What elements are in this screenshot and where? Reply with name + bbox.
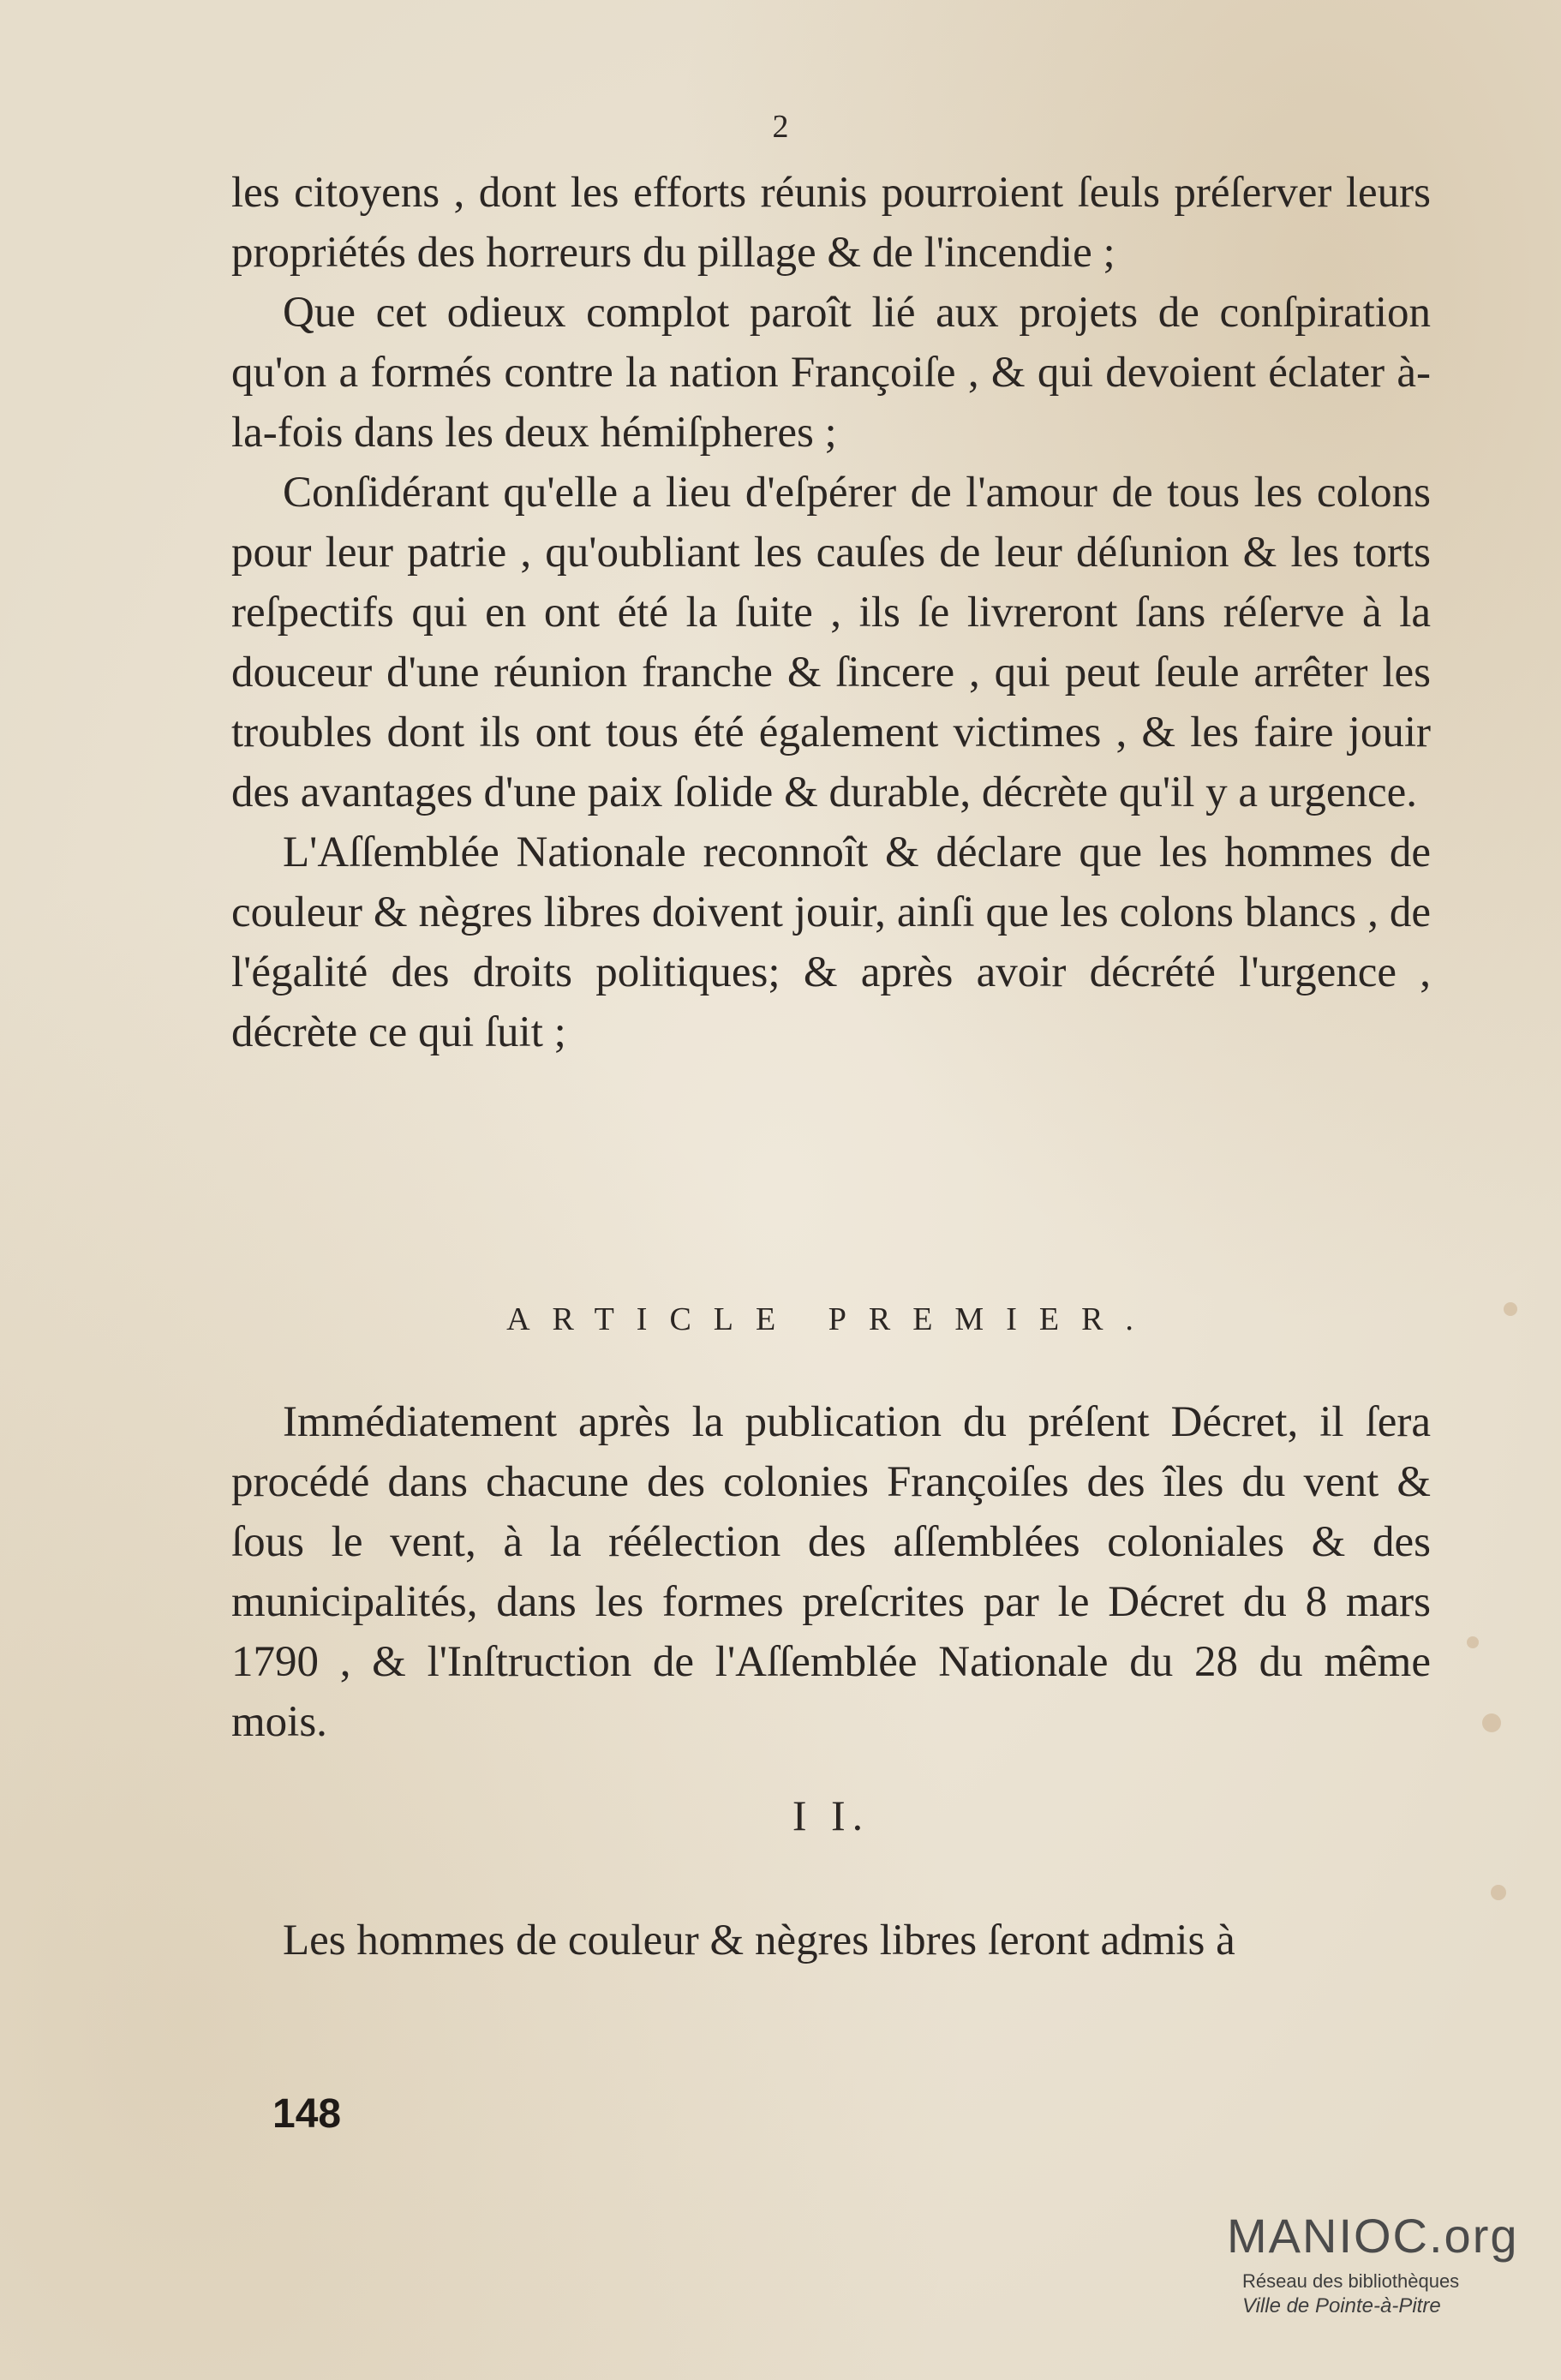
paper-stain [1467,1636,1479,1648]
paper-stain [1491,1885,1506,1900]
manioc-brand: MANIOC.org [1227,2209,1519,2263]
paper-stain [1482,1713,1501,1732]
paper-stain [1504,1302,1517,1316]
manioc-logo [1227,2208,1518,2318]
body-text-top [231,163,1431,1062]
manioc-subtitle: Réseau des bibliothèques [1242,2270,1460,2292]
article-heading: ARTICLE PREMIER. [506,1301,1156,1337]
article-2-text [231,1911,1431,1970]
paragraph-continuation: les citoyens , dont les efforts réunis pourroient ſeuls préſerver leurs propriétés des horreurs du pillage & de l'incendie ; [231,169,1431,277]
article-1-text [231,1392,1431,1752]
archive-stamp-number: 148 [272,2091,342,2137]
article-1-paragraph: Immédiatement après la publication du préſent Décret, il ſera procédé dans chacune des colonies Françoiſes des îles du vent & ſous le vent, à la réélection des aſſemblées coloniales & des municipalités, dans les formes preſcrites par le Décret du 8 mars 1790 , & l'Inſtruction de l'Aſſemblée Nationale du 28 du même mois. [231,1398,1431,1746]
article-2-paragraph: Les hommes de couleur & nègres libres ſeront admis à [283,1917,1235,1964]
page-number: 2 [772,109,789,145]
paragraph-considerant: Conſidérant qu'elle a lieu d'eſpérer de l'amour de tous les colons pour leur patrie , qu'oubliant les cauſes de leur déſunion & les torts reſpectifs qui en ont été la ſuite , ils ſe livreront ſans réſerve à la douceur d'une réunion franche & ſincere , qui peut ſeule arrêter les troubles dont ils ont tous été également victimes , & les faire jouir des avantages d'une paix ſolide & durable, décrète qu'il y a urgence. [231,469,1431,816]
article-2-heading: I I. [792,1791,870,1839]
paragraph-assemblee: L'Aſſemblée Nationale reconnoît & déclare que les hommes de couleur & nègres libres doivent jouir, ainſi que les colons blancs , de l'égalité des droits politiques; & après avoir décrété l'urgence , décrète ce qui ſuit ; [231,828,1431,1056]
paragraph-complot: Que cet odieux complot paroît lié aux projets de conſpiration qu'on a formés contre la nation Françoiſe , & qui devoient éclater à-la-fois dans les deux hémiſpheres ; [231,289,1431,457]
manioc-location: Ville de Pointe-à-Pitre [1242,2294,1441,2317]
